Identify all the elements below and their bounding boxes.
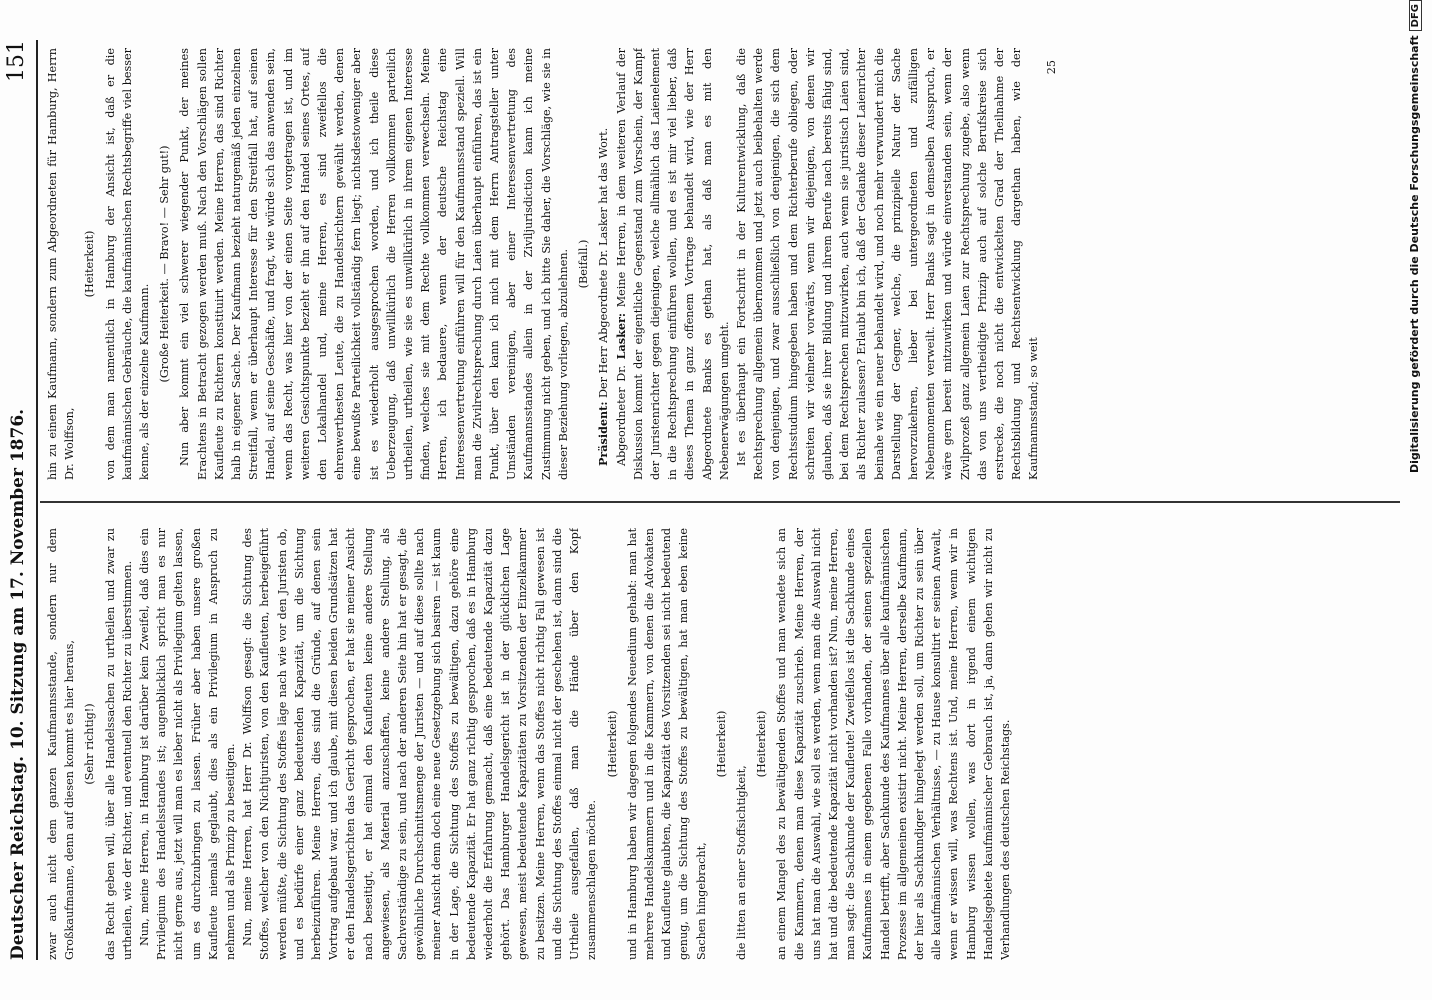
paragraph: Nun, meine Herren, hat Herr Dr. Wolffson gesagt: die Sichtung des Stoffes, welcher von den Nichtjuristen, von den Kaufleuten, herbeigeführt werden müßte, die Sichtung des Stoffes läge nach wie vor den Juristen ob, und es bedürfe einer ganz bedeutenden Kapazität, um die Sichtung herbeizuführen. Meine Herren, dies sind die Gründe, auf denen sein Vortrag aufgebaut war, und ich glaube, mit diesen beiden Grundsätzen hat er den Handelsgerichten das Gericht gesprochen, er hat sie meiner Ansicht nach beseitigt, er hat einmal den Kaufleuten keine andere Stellung angewiesen, als Material anzuschaffen, keine andere Stellung, als Sachverständige zu sein, und nach der anderen Seite hin hat er gesagt, die gewöhnliche Durchschnittsmenge der Juristen — und auf diese sollte nach meiner Ansicht denn doch eine neue Gesetzgebung sich basiren — ist kaum in der Lage, die Sichtung des Stoffes zu bewältigen, dazu gehöre eine bedeutende Kapazität. Er hat ganz richtig gesprochen, daß es in Hamburg wiederholt die Erfahrung gemacht, daß eine bedeutende Kapazität dazu gehört. Das Hamburger Handelsgericht ist in der glücklichen Lage gewesen, meist bedeutende Kapazitäten zu Vorsitzenden der Einzelkammer zu besitzen. Meine Herren, wenn das Stoffes nicht richtig Fall gewesen ist und die Sichtung des Stoffes einmal nicht der geschehen ist, dann sind die Urtheile ausgefallen, daß man die Hände über den Kopf zusammenschlagen möchte. [241,528,599,960]
column-divider [40,501,1400,503]
stage-direction: (Heiterkeit) [714,710,728,778]
stage-direction: (Heiterkeit) [605,710,619,778]
left-column [44,528,1404,960]
dfg-logo: DFG [1409,0,1422,31]
paragraph: Ist es überhaupt ein Fortschritt in der Kulturentwicklung, daß die Rechtsprechung allgemein übernommen und jetzt auch beibehalten werde von denjenigen, und zwar ausschließlich von denjenigen, die sich dem Rechtsstudium hingegeben haben und dem Richterberufe obliegen, oder schreiten wir vielmehr vorwärts, wenn wir diejenigen, von denen wir glauben, daß sie ihrer Bildung und ihrem Berufe nach bereits fähig sind, bei dem Rechtsprechen mitzuwirken, auch wenn sie juristisch Laien sind, als Richter zulassen? Erlaubt bin ich, daß der Gedanke dieser Laienrichter beinahe wie ein neuer behandelt wird, und noch mehr verwundert mich die Darstellung der Gegner, welche, die prinzipielle Natur der Sache hervorzukehren, lieber bei untergeordneten und zufälligen Nebenmomenten verweilt. Herr Banks sagt in demselben Ausspruch, er wäre gern bereit mitzuwirken und würde einverstanden sein, wenn der Zivilprozeß ganz allgemein Laien zur Rechtsprechung zugebe, also wenn das von uns vertheidigte Prinzip auch auf solche Berufskreise sich erstrecke, die noch nicht die entwickelten Grad der Theilnahme der Rechtsbildung und Rechtsentwicklung dargethan haben, wie der Kaufmannsstand; so weit [734,48,1041,480]
page-number: 151 [4,40,29,82]
speech-opening [613,48,733,480]
paragraph: Nun aber kommt ein viel schwerer wiegender Punkt, der meines Erachtens in Betracht gezogen werden muß. Nach den Vorschlägen sollen Kaufleute zu Richtern konstituirt werden. Meine Herren, das sind Richter halb in eigener Sache. Der Kaufmann bezieht naturgemäß jeden einzelnen Streitfall, wenn er überhaupt Interesse für den Streitfall hat, auf seinen Handel, auf seine Geschäfte, und fragt, wie würde sich das anwenden sein, wenn das Recht, was hier von der einen Seite vorgetragen ist, und im weiteren Gesichtspunkte bezieht er ihn auf den Handel seines Ortes, auf den Lokalhandel und, meine Herren, es sind zweifellos die ehrenwerthesten Leute, die zu Handelsrichtern gewählt werden, denen eine bewußte Parteilichkeit vollständig fern liegt; nichtsdestoweniger aber ist es wiederholt ausgesprochen worden, und ich theile diese Ueberzeugung, daß unwillkürlich die Herren vollkommen parteilich urtheilen, urtheilen, wie sie es unwillkürlich in ihrem eigenen Interesse finden, welches sie mit dem Rechte vollkommen verwechseln. Meine Herren, ich bedauere, wenn der deutsche Reichstag eine Interessenvertretung einführen will für den Kaufmannsstand speziell. Will man die Zivilrechtsprechung durch Laien überhaupt einführen, das ist ein Punkt, über den kann ich mich mit dem Herrn Antragsteller unter Umständen vereinigen, aber einer Interessenvertretung des Kaufmannsstandes allein in der Ziviljurisdiction kann ich meine Zustimmung nicht geben, und ich bitte Sie daher, die Vorschläge, wie sie in dieser Beziehung vorliegen, abzulehnen. [178,48,570,480]
speaker-title: Abgeordneter Dr. [614,365,628,466]
paragraph: Nun, meine Herren, in Hamburg ist darüber kein Zweifel, daß dies ein Privilegium des Handelsstandes ist; augenblicklich spricht man es nur nicht gerne aus, jetzt will man es lieber nicht als Privilegium gelten lassen, um es durchzubringen zu lassen. Früher aber haben unsere großen Kaufleute niemals geglaubt, dies als ein Privilegium in Anspruch zu nehmen und als Prinzip zu beseitigen. [138,528,238,960]
paragraph: das Recht geben will, über alle Handelssachen zu urtheilen und zwar zu urtheilen, wie der Richter, und eventuell den Richter zu überstimmen. [103,528,134,960]
stage-direction: (Große Heiterkeit. — Bravo! — Sehr gut!) [158,145,172,383]
president-statement [595,48,612,480]
right-column [44,48,1404,480]
stage-direction: (Sehr richtig!) [83,703,97,785]
header-rule [36,40,38,960]
speaker-name: Lasker: [613,313,628,360]
stage-direction: (Heiterkeit) [755,710,769,778]
paragraph: an einem Mangel des zu bewältigenden Stoffes und man wendete sich an die Kammern, denen man diese Kapazität zuschrieb. Meine Herren, der uns hat man die Auswahl, wie soll es werden, wenn man die Auswahl nicht hat und die bedeutende Kapazität nicht vorhanden ist? Nun, meine Herren, man sagt: die Sachkunde der Kaufleute! Zweifellos ist die Sachkunde eines Kaufmannes in einem gegebenen Falle vorhanden, der seinen speziellen Handel betrifft, aber Sachkunde des Kaufmannes über alle kaufmännischen Prozesse im allgemeinen existirt nicht. Meine Herren, derselbe Kaufmann, der hier als Sachkundiger hingelegt werden soll, um Richter zu sein über alle kaufmännischen Verhältnisse, — zu Hause konsultirt er seinen Anwalt, wenn er wissen will, was Rechtens ist. Und, meine Herren, wenn wir in Hamburg wissen wollen, was dort in irgend einem wichtigen Handelsgebiete kaufmännischer Gebrauch ist, ja, dann gehen wir nicht zu Verhandlungen des deutschen Reichstags. [775,528,1012,960]
speaker-name: Präsident: [596,401,611,466]
digitization-footer [1408,0,1428,1000]
paragraph: und in Hamburg haben wir dagegen folgendes Neuedium gehabt: man hat mehrere Handelskammern und in die Kammern, von denen die Advokaten und Kaufleute glaubten, die Kapazität des Vorsitzenden sei nicht bedeutend genug, um die Sichtung des Stoffes zu bewältigen, hat man eben keine Sachen hingebracht, [625,528,708,960]
paragraph: von dem man namentlich in Hamburg der Ansicht ist, daß er die kaufmännischen Gebräuche, die kaufmännischen Rechtsbegriffe viel besser kenne, als der einzelne Kaufmann. [103,48,152,480]
paragraph: hin zu einem Kaufmann, sondern zum Abgeordneten für Hamburg, Herrn Dr. Wolffson, [46,48,77,480]
running-header-title: Deutscher Reichstag. 10. Sitzung am 17. November 1876. [8,408,28,960]
stage-direction: (Heiterkeit) [83,230,97,298]
statement-text: Der Herr Abgeordnete Dr. Lasker hat das Wort. [597,127,611,398]
paragraph: die litten an einer Stoffsichtigkeit, [734,765,748,960]
running-header [4,40,34,960]
signature-mark: 25 [1044,60,1058,75]
statement-text: Meine Herren, in dem weiteren Verlauf der Diskussion kommt der eigentliche Gegenstand zum Vorschein, der Kampf der Juristenrichter gegen diejenigen, welche allmählich das Laienelement in die Rechtsprechung einführen wollen, und es ist mir viel lieber, daß dieses Thema in ganz offenem Vortrage behandelt wird, wie der Herr Abgeordnete Banks es gethan hat, als daß man es mit den Nebenerwägungen umgeht. [614,48,731,480]
footer-text: Digitalisierung gefördert durch die Deutsche Forschungsgemeinschaft [1408,35,1421,474]
paragraph: zwar auch nicht dem ganzen Kaufmannsstande, sondern nur dem Großkaufmanne, denn auf diesen kommt es hier heraus, [46,528,77,960]
stage-direction: (Beifall.) [577,239,591,289]
